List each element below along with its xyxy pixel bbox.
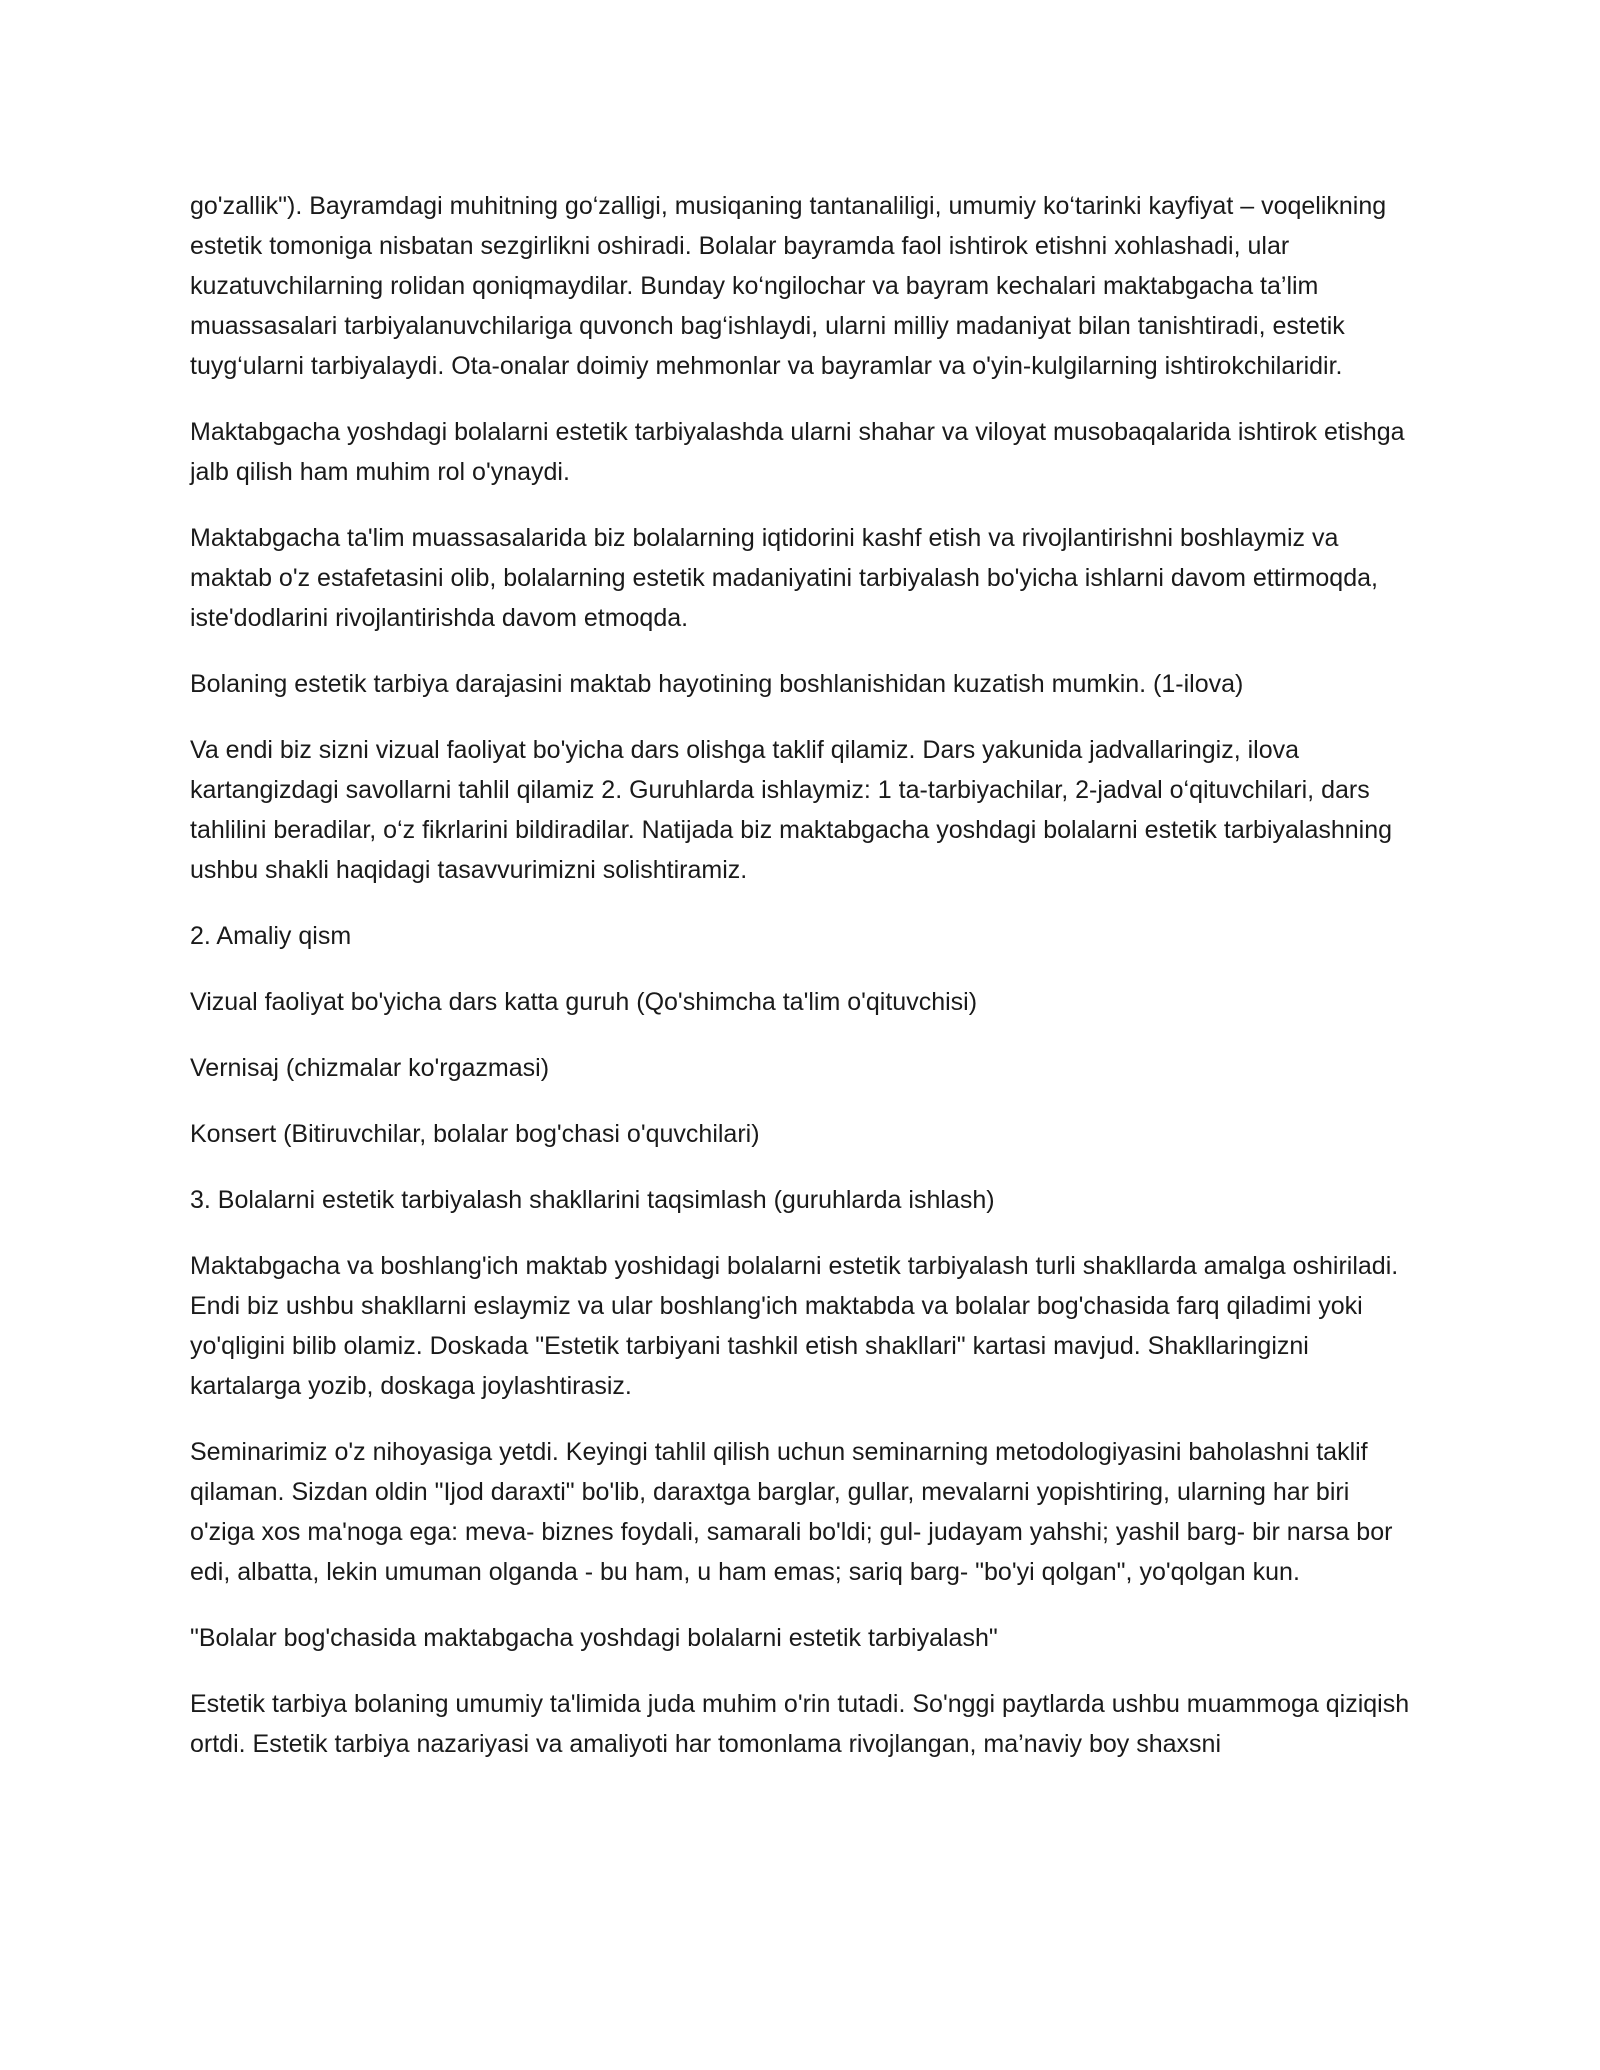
document-page xyxy=(190,186,1420,1790)
paragraph-seminar-conclusion: Seminarimiz o'z nihoyasiga yetdi. Keyingi tahlil qilish uchun seminarning metodologiyasini baholashni taklif qilaman. Sizdan oldin "Ijod daraxti" bo'lib, daraxtga barglar, gullar, mevalarni yopishtiring, ularning har biri o'ziga xos ma'noga ega: meva- biznes foydali, samarali bo'ldi; gul- judayam yahshi; yashil barg- bir narsa bor edi, albatta, lekin umuman olganda - bu ham, u ham emas; sariq barg- "bo'yi qolgan", yo'qolgan kun. xyxy=(190,1438,1393,1586)
list-item-visual-lesson: Vizual faoliyat bo'yicha dars katta guruh (Qo'shimcha ta'lim o'qituvchisi) xyxy=(190,988,978,1016)
paragraph-aesthetic-education: Estetik tarbiya bolaning umumiy ta'limida juda muhim o'rin tutadi. So'nggi paytlarda ushbu muammoga qiziqish ortdi. Estetik tarbiya nazariyasi va amaliyoti har tomonlama rivojlangan, ma’naviy boy shaxsni xyxy=(190,1690,1410,1758)
paragraph-bayram-atmosphere: go'zallik"). Bayramdagi muhitning go‘zalligi, musiqaning tantanaliligi, umumiy ko‘tarinki kayfiyat – voqelikning estetik tomoniga nisbatan sezgirlikni oshiradi. Bolalar bayramda faol ishtirok etishni xohlashadi, ular kuzatuvchilarning rolidan qoniqmaydilar. Bunday ko‘ngilochar va bayram kechalari maktabgacha ta’lim muassasalari tarbiyalanuvchilariga quvonch bag‘ishlaydi, ularni milliy madaniyat bilan tanishtiradi, estetik tuyg‘ularni tarbiyalaydi. Ota-onalar doimiy mehmonlar va bayramlar va o'yin-kulgilarning ishtirokchilaridir. xyxy=(190,192,1387,380)
quoted-title: "Bolalar bog'chasida maktabgacha yoshdagi bolalarni estetik tarbiyalash" xyxy=(190,1624,998,1652)
paragraph-competitions: Maktabgacha yoshdagi bolalarni estetik tarbiyalashda ularni shahar va viloyat musobaqalarida ishtirok etishga jalb qilish ham muhim rol o'ynaydi. xyxy=(190,418,1405,486)
section-heading-distribution: 3. Bolalarni estetik tarbiyalash shakllarini taqsimlash (guruhlarda ishlash) xyxy=(190,1186,995,1214)
paragraph-school-observation: Bolaning estetik tarbiya darajasini maktab hayotining boshlanishidan kuzatish mumkin. (1-ilova) xyxy=(190,670,1244,698)
paragraph-forms-of-education: Maktabgacha va boshlang'ich maktab yoshidagi bolalarni estetik tarbiyalash turli shakllarda amalga oshiriladi. Endi biz ushbu shakllarni eslaymiz va ular boshlang'ich maktabda va bolalar bog'chasida farq qiladimi yoki yo'qligini bilib olamiz. Doskada "Estetik tarbiyani tashkil etish shakllari" kartasi mavjud. Shakllaringizni kartalarga yozib, doskaga joylashtirasiz. xyxy=(190,1252,1399,1400)
paragraph-talent-development: Maktabgacha ta'lim muassasalarida biz bolalarning iqtidorini kashf etish va rivojlantirishni boshlaymiz va maktab o'z estafetasini olib, bolalarning estetik madaniyatini tarbiyalash bo'yicha ishlarni davom ettirmoqda, iste'dodlarini rivojlantirishda davom etmoqda. xyxy=(190,524,1378,632)
section-heading-practical-part: 2. Amaliy qism xyxy=(190,922,352,950)
list-item-vernissage: Vernisaj (chizmalar ko'rgazmasi) xyxy=(190,1054,550,1082)
list-item-concert: Konsert (Bitiruvchilar, bolalar bog'chasi o'quvchilari) xyxy=(190,1120,760,1148)
paragraph-visual-activity-invite: Va endi biz sizni vizual faoliyat bo'yicha dars olishga taklif qilamiz. Dars yakunida jadvallaringiz, ilova kartangizdagi savollarni tahlil qilamiz 2. Guruhlarda ishlaymiz: 1 ta-tarbiyachilar, 2-jadval o‘qituvchilari, dars tahlilini beradilar, o‘z fikrlarini bildiradilar. Natijada biz maktabgacha yoshdagi bolalarni estetik tarbiyalashning ushbu shakli haqidagi tasavvurimizni solishtiramiz. xyxy=(190,736,1393,884)
